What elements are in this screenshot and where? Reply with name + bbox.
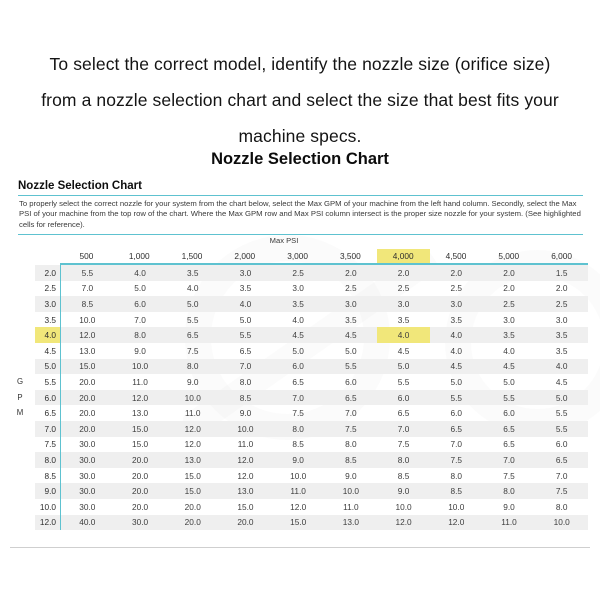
table-row <box>35 343 588 359</box>
nozzle-size-cell: 8.5 <box>397 470 410 481</box>
nozzle-size-cell: 9.0 <box>134 345 146 356</box>
table-row <box>35 437 588 453</box>
nozzle-size-cell: 15.0 <box>290 517 307 528</box>
nozzle-size-cell: 30.0 <box>131 517 149 528</box>
nozzle-size-cell: 6.5 <box>503 439 515 450</box>
nozzle-size-cell: 8.0 <box>186 361 199 372</box>
nozzle-size-cell: 3.5 <box>292 298 304 309</box>
nozzle-size-cell: 5.0 <box>345 345 357 356</box>
nozzle-size-cell: 6.0 <box>450 408 463 419</box>
nozzle-size-cell: 7.0 <box>81 283 94 294</box>
nozzle-size-cell: 5.5 <box>81 267 94 278</box>
nozzle-size-cell: 6.5 <box>397 408 410 419</box>
nozzle-size-cell: 20.0 <box>131 454 149 465</box>
nozzle-size-cell: 9.0 <box>239 408 252 419</box>
nozzle-size-cell: 10.0 <box>290 470 307 481</box>
table-row <box>35 452 588 468</box>
nozzle-size-cell: 20.0 <box>184 517 201 528</box>
gpm-axis-letter: G <box>16 377 24 386</box>
nozzle-size-cell: 4.0 <box>377 327 430 343</box>
nozzle-size-cell: 7.0 <box>450 439 463 450</box>
nozzle-size-cell: 5.5 <box>239 330 252 341</box>
gpm-row-header: 4.0 <box>35 327 60 343</box>
nozzle-size-cell: 3.5 <box>239 283 252 294</box>
table-header-row <box>35 249 588 265</box>
nozzle-size-cell: 40.0 <box>79 517 96 528</box>
nozzle-size-cell: 10.0 <box>131 361 149 372</box>
table-row <box>35 405 588 421</box>
nozzle-size-cell: 7.5 <box>503 470 515 481</box>
nozzle-size-cell: 5.0 <box>555 392 568 403</box>
nozzle-size-cell: 2.0 <box>503 267 515 278</box>
table-row <box>35 281 588 297</box>
nozzle-size-cell: 11.0 <box>132 376 148 387</box>
nozzle-size-cell: 12.0 <box>79 330 96 341</box>
psi-column-header: 2,000 <box>234 251 256 261</box>
nozzle-size-cell: 4.5 <box>450 361 463 372</box>
nozzle-size-cell: 20.0 <box>79 408 96 419</box>
nozzle-size-cell: 7.5 <box>186 345 199 356</box>
table-row <box>35 483 588 499</box>
nozzle-size-cell: 4.5 <box>292 330 304 341</box>
gpm-row-header: 3.0 <box>44 298 56 309</box>
nozzle-size-cell: 5.0 <box>292 345 304 356</box>
gpm-row-header: 5.0 <box>44 361 56 372</box>
nozzle-size-cell: 20.0 <box>237 517 254 528</box>
nozzle-size-cell: 7.0 <box>134 314 146 325</box>
nozzle-size-cell: 7.0 <box>555 470 568 481</box>
nozzle-size-cell: 20.0 <box>131 501 149 512</box>
gpm-row-header: 4.5 <box>44 345 56 356</box>
max-psi-axis-label: Max PSI <box>269 236 299 245</box>
table-row <box>35 359 588 375</box>
nozzle-size-cell: 12.0 <box>131 392 149 403</box>
nozzle-size-cell: 9.0 <box>186 376 199 387</box>
row-cells <box>60 281 588 297</box>
nozzle-size-cell: 30.0 <box>79 470 96 481</box>
row-cells <box>60 499 588 515</box>
nozzle-size-cell: 6.5 <box>239 345 252 356</box>
nozzle-size-cell: 5.0 <box>503 376 515 387</box>
nozzle-size-cell: 8.0 <box>292 423 304 434</box>
nozzle-size-cell: 30.0 <box>79 454 96 465</box>
row-cells <box>60 265 588 281</box>
intro-line: To select the correct model, identify the nozzle size (orifice size) <box>49 54 551 74</box>
nozzle-size-cell: 5.0 <box>239 314 252 325</box>
nozzle-size-cell: 3.0 <box>450 298 463 309</box>
nozzle-size-cell: 7.0 <box>397 423 410 434</box>
table-row <box>35 390 588 406</box>
nozzle-size-cell: 3.5 <box>186 267 199 278</box>
psi-column-header: 1,000 <box>128 251 150 261</box>
nozzle-size-cell: 6.5 <box>292 376 304 387</box>
gpm-row-header: 6.5 <box>44 408 56 419</box>
nozzle-size-cell: 2.0 <box>397 267 410 278</box>
table-body <box>35 265 588 530</box>
nozzle-size-cell: 5.0 <box>397 361 410 372</box>
header-row-spacer <box>35 249 60 265</box>
nozzle-size-cell: 13.0 <box>184 454 201 465</box>
nozzle-size-cell: 5.5 <box>503 392 515 403</box>
nozzle-size-cell: 3.5 <box>345 314 357 325</box>
nozzle-size-cell: 6.5 <box>186 330 199 341</box>
nozzle-size-cell: 4.0 <box>503 345 515 356</box>
table-row <box>35 265 588 281</box>
nozzle-size-cell: 5.5 <box>555 423 568 434</box>
row-cells <box>60 421 588 437</box>
row-cells <box>60 468 588 484</box>
nozzle-size-cell: 8.0 <box>555 501 568 512</box>
nozzle-size-cell: 6.0 <box>292 361 304 372</box>
nozzle-size-cell: 4.5 <box>397 345 410 356</box>
nozzle-size-cell: 11.0 <box>184 408 201 419</box>
nozzle-size-cell: 6.5 <box>345 392 357 403</box>
nozzle-size-cell: 4.0 <box>292 314 304 325</box>
row-cells <box>60 405 588 421</box>
nozzle-size-cell: 5.0 <box>450 376 463 387</box>
nozzle-size-cell: 4.5 <box>345 330 357 341</box>
nozzle-size-cell: 10.0 <box>395 501 412 512</box>
nozzle-size-cell: 2.0 <box>555 283 568 294</box>
gpm-axis-label <box>13 374 27 421</box>
gpm-row-header: 6.0 <box>44 392 56 403</box>
nozzle-size-cell: 13.0 <box>131 408 149 419</box>
nozzle-size-cell: 2.5 <box>450 283 463 294</box>
table-row <box>35 499 588 515</box>
nozzle-size-cell: 2.5 <box>555 298 568 309</box>
nozzle-size-cell: 2.0 <box>345 267 357 278</box>
table-row <box>35 327 588 343</box>
nozzle-size-cell: 8.5 <box>345 454 357 465</box>
nozzle-size-cell: 9.0 <box>503 501 515 512</box>
nozzle-size-cell: 10.0 <box>448 501 465 512</box>
row-cells <box>60 515 588 531</box>
nozzle-size-cell: 4.0 <box>450 330 463 341</box>
nozzle-size-cell: 5.0 <box>134 283 146 294</box>
gpm-row-header: 8.5 <box>44 470 56 481</box>
nozzle-size-cell: 20.0 <box>184 501 201 512</box>
nozzle-size-cell: 13.0 <box>342 517 359 528</box>
nozzle-size-cell: 11.0 <box>237 439 254 450</box>
nozzle-size-cell: 2.5 <box>397 283 410 294</box>
psi-column-header: 3,000 <box>287 251 308 261</box>
nozzle-size-cell: 3.5 <box>450 314 463 325</box>
nozzle-size-cell: 8.0 <box>134 330 146 341</box>
nozzle-size-cell: 2.5 <box>292 267 304 278</box>
nozzle-size-cell: 15.0 <box>237 501 254 512</box>
nozzle-size-cell: 4.5 <box>555 376 568 387</box>
nozzle-size-cell: 5.0 <box>186 298 199 309</box>
table-row <box>35 515 588 531</box>
psi-column-header: 3,500 <box>340 251 361 261</box>
nozzle-size-cell: 9.0 <box>397 486 410 497</box>
nozzle-size-cell: 10.0 <box>342 486 359 497</box>
page-title: Nozzle Selection Chart <box>211 150 389 168</box>
row-cells <box>60 390 588 406</box>
nozzle-size-cell: 5.5 <box>555 408 568 419</box>
gpm-row-header: 5.5 <box>44 376 56 387</box>
table-row <box>35 374 588 390</box>
nozzle-size-cell: 10.0 <box>79 314 96 325</box>
nozzle-size-cell: 9.0 <box>345 470 357 481</box>
nozzle-size-cell: 7.5 <box>397 439 410 450</box>
nozzle-size-cell: 3.0 <box>503 314 515 325</box>
nozzle-size-cell: 11.0 <box>290 486 306 497</box>
table-row <box>35 312 588 328</box>
nozzle-size-cell: 8.5 <box>81 298 94 309</box>
gpm-row-header: 7.0 <box>44 423 56 434</box>
psi-column-header: 6,000 <box>551 251 572 261</box>
nozzle-size-cell: 30.0 <box>79 486 96 497</box>
nozzle-size-cell: 7.0 <box>292 392 304 403</box>
nozzle-size-cell: 4.0 <box>134 267 146 278</box>
nozzle-size-cell: 7.0 <box>503 454 515 465</box>
nozzle-size-cell: 3.0 <box>292 283 304 294</box>
nozzle-size-cell: 20.0 <box>79 423 96 434</box>
nozzle-size-cell: 5.5 <box>450 392 463 403</box>
nozzle-size-cell: 15.0 <box>79 361 96 372</box>
nozzle-size-cell: 30.0 <box>79 439 96 450</box>
nozzle-size-cell: 8.0 <box>345 439 357 450</box>
intro-text <box>8 46 592 154</box>
psi-column-header: 500 <box>79 251 94 261</box>
nozzle-size-cell: 7.5 <box>345 423 357 434</box>
nozzle-size-cell: 2.5 <box>345 283 357 294</box>
nozzle-size-cell: 3.5 <box>555 345 568 356</box>
nozzle-size-cell: 4.0 <box>186 283 199 294</box>
nozzle-size-cell: 4.5 <box>503 361 515 372</box>
gpm-axis-letter: P <box>17 392 23 402</box>
nozzle-size-cell: 5.5 <box>186 314 199 325</box>
row-cells <box>60 437 588 453</box>
nozzle-size-cell: 6.5 <box>503 423 515 434</box>
nozzle-size-cell: 11.0 <box>501 517 517 528</box>
nozzle-size-cell: 12.0 <box>184 439 201 450</box>
row-cells <box>60 452 588 468</box>
psi-column-header: 4,000 <box>377 249 430 263</box>
nozzle-size-cell: 8.0 <box>397 454 410 465</box>
nozzle-size-cell: 4.0 <box>555 361 568 372</box>
nozzle-size-cell: 3.5 <box>503 330 515 341</box>
gpm-row-header: 2.5 <box>44 283 56 294</box>
nozzle-size-cell: 5.5 <box>345 361 357 372</box>
table-row <box>35 468 588 484</box>
nozzle-size-cell: 7.0 <box>239 361 252 372</box>
row-cells <box>60 374 588 390</box>
nozzle-size-cell: 6.5 <box>555 454 568 465</box>
gpm-row-header: 7.5 <box>44 439 56 450</box>
nozzle-size-cell: 8.0 <box>450 470 463 481</box>
nozzle-size-cell: 15.0 <box>184 486 201 497</box>
nozzle-size-cell: 3.5 <box>397 314 410 325</box>
intro-line: machine specs. <box>238 126 362 146</box>
row-cells <box>60 359 588 375</box>
nozzle-size-cell: 12.0 <box>395 517 412 528</box>
nozzle-size-cell: 10.0 <box>237 423 254 434</box>
nozzle-size-cell: 20.0 <box>131 470 149 481</box>
nozzle-size-cell: 8.5 <box>292 439 304 450</box>
gpm-row-header: 8.0 <box>44 454 56 465</box>
nozzle-size-cell: 10.0 <box>553 517 570 528</box>
nozzle-size-cell: 3.0 <box>397 298 410 309</box>
psi-column-header: 4,500 <box>445 251 467 261</box>
nozzle-size-cell: 1.5 <box>555 267 568 278</box>
nozzle-size-cell: 12.0 <box>237 470 254 481</box>
nozzle-size-cell: 12.0 <box>290 501 307 512</box>
nozzle-size-cell: 8.0 <box>239 376 252 387</box>
nozzle-size-cell: 11.0 <box>343 501 359 512</box>
nozzle-size-cell: 6.0 <box>345 376 357 387</box>
nozzle-size-cell: 5.5 <box>397 376 410 387</box>
nozzle-size-cell: 7.5 <box>450 454 463 465</box>
nozzle-size-cell: 8.5 <box>239 392 252 403</box>
row-cells <box>60 312 588 328</box>
nozzle-size-cell: 2.0 <box>450 267 463 278</box>
nozzle-size-cell: 8.0 <box>503 486 515 497</box>
nozzle-size-cell: 2.5 <box>503 298 515 309</box>
row-cells <box>60 483 588 499</box>
nozzle-size-cell: 6.0 <box>555 439 568 450</box>
nozzle-size-cell: 12.0 <box>184 423 201 434</box>
nozzle-size-cell: 15.0 <box>131 423 149 434</box>
nozzle-size-cell: 7.5 <box>555 486 568 497</box>
nozzle-size-cell: 7.0 <box>345 408 357 419</box>
nozzle-size-cell: 13.0 <box>237 486 254 497</box>
nozzle-size-cell: 8.5 <box>450 486 463 497</box>
nozzle-size-cell: 20.0 <box>131 486 149 497</box>
nozzle-size-cell: 30.0 <box>79 501 96 512</box>
nozzle-selection-table <box>35 236 588 530</box>
nozzle-size-cell: 3.0 <box>239 267 252 278</box>
nozzle-size-cell: 3.0 <box>345 298 357 309</box>
nozzle-size-cell: 20.0 <box>79 376 96 387</box>
nozzle-size-cell: 12.0 <box>448 517 465 528</box>
table-row <box>35 296 588 312</box>
psi-column-header: 1,500 <box>181 251 203 261</box>
nozzle-size-cell: 10.0 <box>184 392 201 403</box>
nozzle-size-cell: 9.0 <box>292 454 304 465</box>
bottom-divider <box>10 547 590 548</box>
table-row <box>35 421 588 437</box>
nozzle-size-cell: 7.5 <box>292 408 304 419</box>
instructions-text: To properly select the correct nozzle for your system from the chart below, select the Max GPM of your machine from the left hand column. Secondly, select the Max PSI of your machine from the top row of the chart. Where the Max GPM row and Max PSI column intersect is the proper size nozzle for your system. (See highlighted cells for reference). <box>18 195 583 235</box>
gpm-row-header: 10.0 <box>39 501 56 512</box>
nozzle-size-cell: 6.0 <box>134 298 146 309</box>
nozzle-size-cell: 6.0 <box>397 392 410 403</box>
row-cells <box>60 296 588 312</box>
nozzle-size-cell: 3.5 <box>555 330 568 341</box>
nozzle-size-cell: 3.0 <box>555 314 568 325</box>
row-cells <box>60 343 588 359</box>
nozzle-size-cell: 12.0 <box>237 454 254 465</box>
nozzle-size-cell: 4.0 <box>239 298 252 309</box>
intro-line: from a nozzle selection chart and select the size that best fits your <box>41 90 559 110</box>
nozzle-size-cell: 20.0 <box>79 392 96 403</box>
nozzle-size-cell: 15.0 <box>131 439 149 450</box>
nozzle-size-cell: 2.0 <box>503 283 515 294</box>
gpm-axis-letter: M <box>16 408 24 418</box>
nozzle-size-cell: 6.0 <box>503 408 515 419</box>
gpm-row-header: 2.0 <box>44 267 56 278</box>
psi-column-header: 5,000 <box>498 251 520 261</box>
psi-header-row <box>60 249 588 265</box>
nozzle-size-cell: 13.0 <box>79 345 96 356</box>
section-title: Nozzle Selection Chart <box>18 180 142 192</box>
nozzle-size-cell: 15.0 <box>184 470 201 481</box>
gpm-row-header: 9.0 <box>44 486 56 497</box>
gpm-row-header: 3.5 <box>44 314 56 325</box>
row-cells <box>60 327 588 343</box>
gpm-row-header: 12.0 <box>39 517 56 528</box>
nozzle-size-cell: 4.0 <box>450 345 463 356</box>
nozzle-size-cell: 6.5 <box>450 423 463 434</box>
